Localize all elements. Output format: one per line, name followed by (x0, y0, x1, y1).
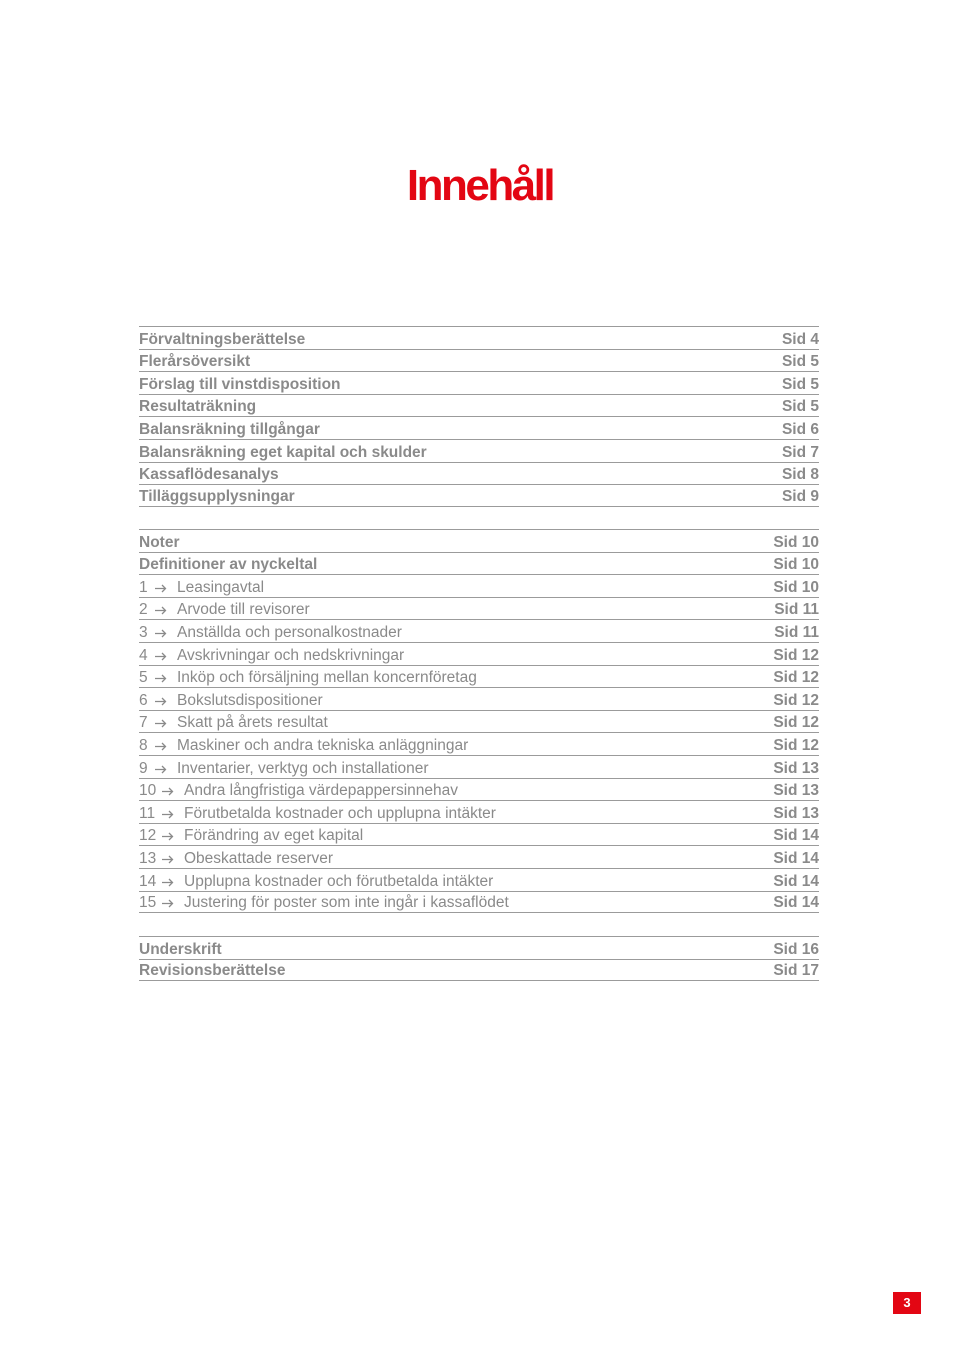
note-number: 13 (139, 849, 157, 867)
note-number: 5 (139, 669, 148, 687)
toc-label: Resultaträkning (139, 398, 257, 416)
note-label: Förutbetalda kostnader och upplupna intäkter (184, 804, 496, 822)
note-number: 12 (139, 827, 157, 845)
note-label: Förändring av eget kapital (184, 827, 364, 845)
note-number: 10 (139, 782, 157, 800)
note-number: 3 (139, 623, 148, 641)
toc-row[interactable] (139, 552, 819, 575)
toc-label: Definitioner av nyckeltal (139, 556, 318, 574)
arrow-icon (155, 669, 167, 687)
note-number: 1 (139, 578, 148, 596)
toc-page: Sid 11 (774, 601, 819, 619)
toc-page: Sid 12 (773, 669, 819, 687)
note-label: Upplupna kostnader och förutbetalda intäkter (184, 872, 494, 890)
toc-page: Sid 7 (781, 443, 819, 461)
note-number: 8 (139, 736, 148, 754)
toc-page: Sid 16 (773, 940, 819, 958)
note-number: 2 (139, 601, 148, 619)
note-number: 11 (139, 804, 156, 822)
toc-page: Sid 13 (773, 804, 819, 822)
toc-row[interactable] (139, 371, 819, 394)
note-label: Bokslutsdispositioner (177, 691, 323, 709)
note-label: Maskiner och andra tekniska anläggningar (177, 736, 469, 754)
page-number-badge: 3 (893, 1292, 921, 1314)
toc-label: Förslag till vinstdisposition (139, 375, 341, 393)
toc-page: Sid 5 (781, 398, 819, 416)
toc-row[interactable] (139, 484, 819, 507)
toc-label: Balansräkning eget kapital och skulder (139, 443, 427, 461)
toc-page: Sid 12 (773, 714, 819, 732)
toc-page: Sid 8 (781, 466, 819, 484)
toc-label: Underskrift (139, 940, 222, 958)
toc-row[interactable] (139, 416, 819, 439)
toc-label: Balansräkning tillgångar (139, 420, 320, 438)
toc-label: Flerårsöversikt (139, 353, 251, 371)
toc-page: Sid 12 (773, 736, 819, 754)
toc-page: Sid 9 (781, 487, 819, 505)
toc-page: Sid 11 (774, 623, 819, 641)
toc-row[interactable] (139, 959, 819, 982)
note-label: Skatt på årets resultat (177, 714, 328, 732)
toc-page: Sid 4 (781, 330, 819, 348)
toc-label: Tilläggsupplysningar (139, 487, 295, 505)
page-title: Innehåll (406, 161, 554, 210)
note-row[interactable] (139, 732, 819, 755)
arrow-icon (162, 782, 174, 800)
note-row[interactable] (139, 868, 819, 891)
note-label: Avskrivningar och nedskrivningar (177, 646, 405, 664)
toc-page: Sid 14 (773, 849, 819, 867)
note-row[interactable] (139, 710, 819, 733)
note-label: Obeskattade reserver (184, 849, 334, 867)
toc-row[interactable] (139, 349, 819, 372)
toc-section-closing (139, 936, 819, 981)
toc-row[interactable] (139, 326, 819, 349)
toc-page: Sid 5 (781, 353, 819, 371)
note-label: Inventarier, verktyg och installationer (177, 759, 429, 777)
arrow-icon (155, 579, 167, 597)
toc-row[interactable] (139, 394, 819, 417)
arrow-icon (155, 647, 167, 665)
toc-section-notes (139, 529, 819, 913)
note-row[interactable] (139, 845, 819, 868)
toc-page: Sid 14 (773, 827, 819, 845)
note-label: Andra långfristiga värdepappersinnehav (184, 782, 459, 800)
arrow-icon (162, 805, 174, 823)
note-number: 4 (139, 646, 148, 664)
toc-section-main (139, 326, 819, 507)
note-row[interactable] (139, 823, 819, 846)
note-row[interactable] (139, 574, 819, 597)
toc-label: Noter (139, 533, 180, 551)
toc-row[interactable] (139, 439, 819, 462)
arrow-icon (162, 850, 174, 868)
toc-page: Sid 6 (781, 420, 819, 438)
note-label: Inköp och försäljning mellan koncernföretag (177, 669, 477, 687)
note-label: Arvode till revisorer (177, 601, 310, 619)
toc-page: Sid 10 (773, 556, 819, 574)
toc-row[interactable] (139, 529, 819, 552)
note-row[interactable] (139, 642, 819, 665)
arrow-icon (155, 714, 167, 732)
toc-page: Sid 12 (773, 691, 819, 709)
arrow-icon (155, 601, 167, 619)
note-row[interactable] (139, 619, 819, 642)
arrow-icon (155, 760, 167, 778)
toc-page: Sid 5 (781, 375, 819, 393)
toc-page: Sid 17 (773, 962, 819, 980)
toc-page: Sid 10 (773, 533, 819, 551)
arrow-icon (155, 737, 167, 755)
toc-page: Sid 13 (773, 759, 819, 777)
toc-page: Sid 14 (773, 872, 819, 890)
toc-page: Sid 13 (773, 782, 819, 800)
toc-label: Kassaflödesanalys (139, 466, 279, 484)
arrow-icon (155, 692, 167, 710)
toc-label: Förvaltningsberättelse (139, 330, 306, 348)
note-label: Anställda och personalkostnader (177, 623, 402, 641)
note-label: Leasingavtal (177, 578, 265, 596)
note-row[interactable] (139, 800, 819, 823)
toc-row[interactable] (139, 462, 819, 485)
toc-page: Sid 12 (773, 646, 819, 664)
arrow-icon (162, 873, 174, 891)
note-number: 7 (139, 714, 148, 732)
toc-page: Sid 14 (773, 894, 819, 912)
toc-page: Sid 10 (773, 578, 819, 596)
note-number: 9 (139, 759, 148, 777)
arrow-icon (162, 894, 174, 912)
arrow-icon (162, 827, 174, 845)
toc-label: Revisionsberättelse (139, 962, 286, 980)
note-number: 15 (139, 894, 157, 912)
note-number: 6 (139, 691, 148, 709)
toc-row[interactable] (139, 936, 819, 959)
note-label: Justering för poster som inte ingår i kassaflödet (184, 894, 509, 912)
arrow-icon (155, 624, 167, 642)
note-row[interactable] (139, 597, 819, 620)
note-row[interactable] (139, 687, 819, 710)
note-number: 14 (139, 872, 157, 890)
note-row[interactable] (139, 891, 819, 914)
note-row[interactable] (139, 665, 819, 688)
note-row[interactable] (139, 778, 819, 801)
note-row[interactable] (139, 755, 819, 778)
